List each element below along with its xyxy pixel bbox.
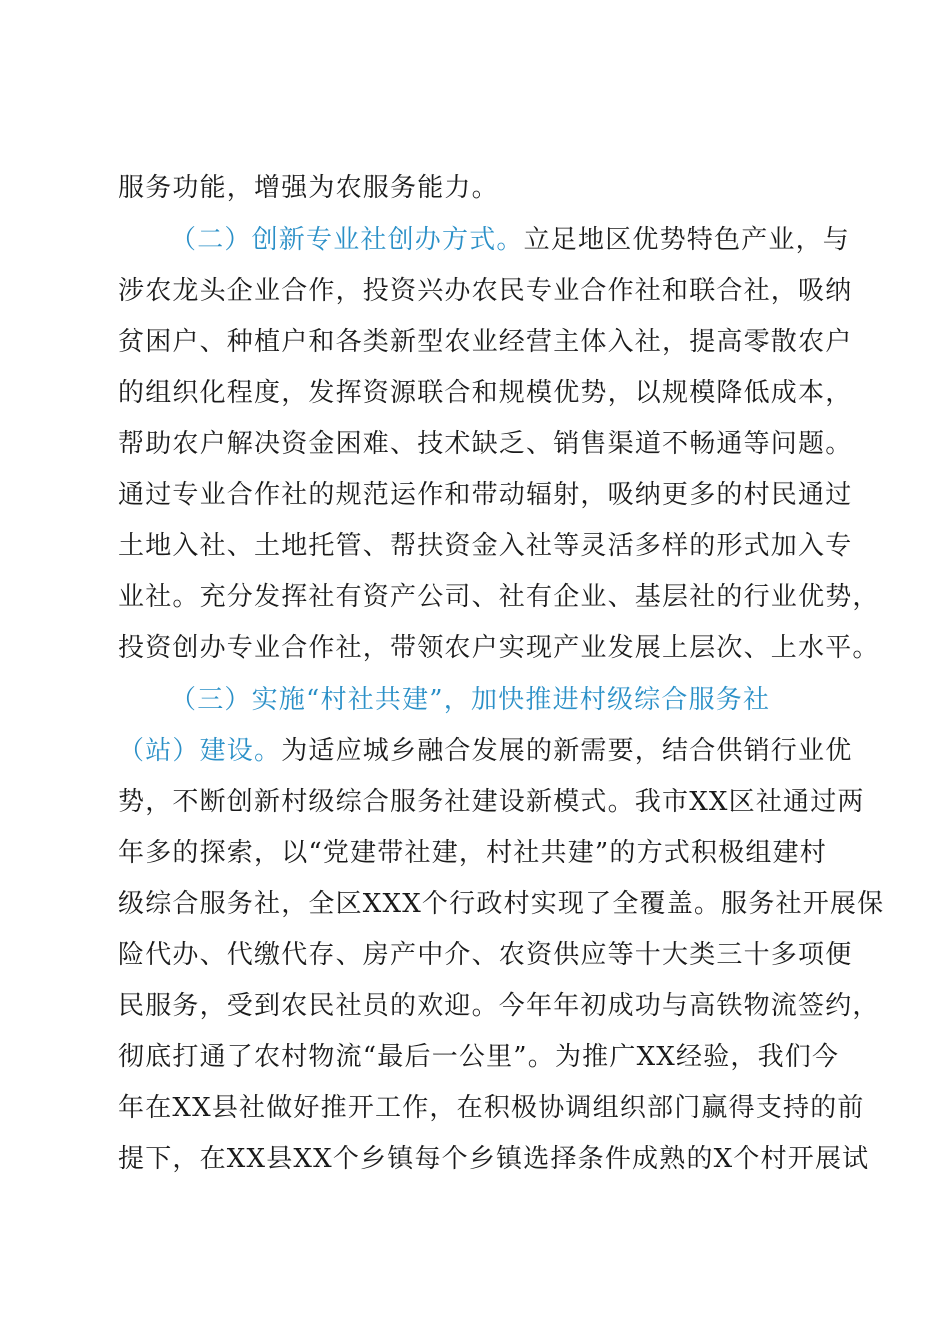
paragraph-line: 彻底打通了农村物流“最后一公里”。为推广XX经验，我们今: [118, 1042, 840, 1072]
paragraph-line: [170, 220, 851, 260]
paragraph-line: 服务功能，增强为农服务能力。: [118, 173, 499, 203]
paragraph-text: 立足地区优势特色产业，与: [523, 225, 851, 255]
paragraph-line: 民服务，受到农民社员的欢迎。今年年初成功与高铁物流签约，: [118, 991, 880, 1021]
paragraph-line: 涉农龙头企业合作，投资兴办农民专业合作社和联合社，吸纳: [118, 276, 853, 306]
paragraph-line: 提下，在XX县XX个乡镇每个乡镇选择条件成熟的X个村开展试: [118, 1144, 870, 1174]
paragraph-line: 年在XX县社做好推开工作，在积极协调组织部门赢得支持的前: [118, 1093, 865, 1123]
paragraph-line: 投资创办专业合作社，带领农户实现产业发展上层次、上水平。: [118, 633, 880, 663]
section-heading: （三）实施“村社共建”，加快推进村级综合服务社: [170, 685, 771, 715]
paragraph-line: 业社。充分发挥社有资产公司、社有企业、基层社的行业优势，: [118, 582, 880, 612]
paragraph-text: 为适应城乡融合发展的新需要，结合供销行业优: [281, 736, 853, 766]
paragraph-line: 级综合服务社，全区XXX个行政村实现了全覆盖。服务社开展保: [118, 889, 885, 919]
paragraph-line: 帮助农户解决资金困难、技术缺乏、销售渠道不畅通等问题。: [118, 429, 853, 459]
paragraph-line: [118, 731, 853, 771]
paragraph-line: 势，不断创新村级综合服务社建设新模式。我市XX区社通过两: [118, 787, 865, 817]
section-heading: （二）创新专业社创办方式。: [170, 225, 524, 255]
paragraph-line: 的组织化程度，发挥资源联合和规模优势，以规模降低成本，: [118, 378, 853, 408]
paragraph-line: 年多的探索，以“党建带社建，村社共建”的方式积极组建村: [118, 838, 827, 868]
paragraph-line: 通过专业合作社的规范运作和带动辐射，吸纳更多的村民通过: [118, 480, 853, 510]
paragraph-line: 险代办、代缴代存、房产中介、农资供应等十大类三十多项便: [118, 940, 853, 970]
paragraph-line: 贫困户、种植户和各类新型农业经营主体入社，提高零散农户: [118, 327, 853, 357]
section-heading-continued: （站）建设。: [118, 736, 282, 766]
paragraph-line: 土地入社、土地托管、帮扶资金入社等灵活多样的形式加入专: [118, 531, 853, 561]
